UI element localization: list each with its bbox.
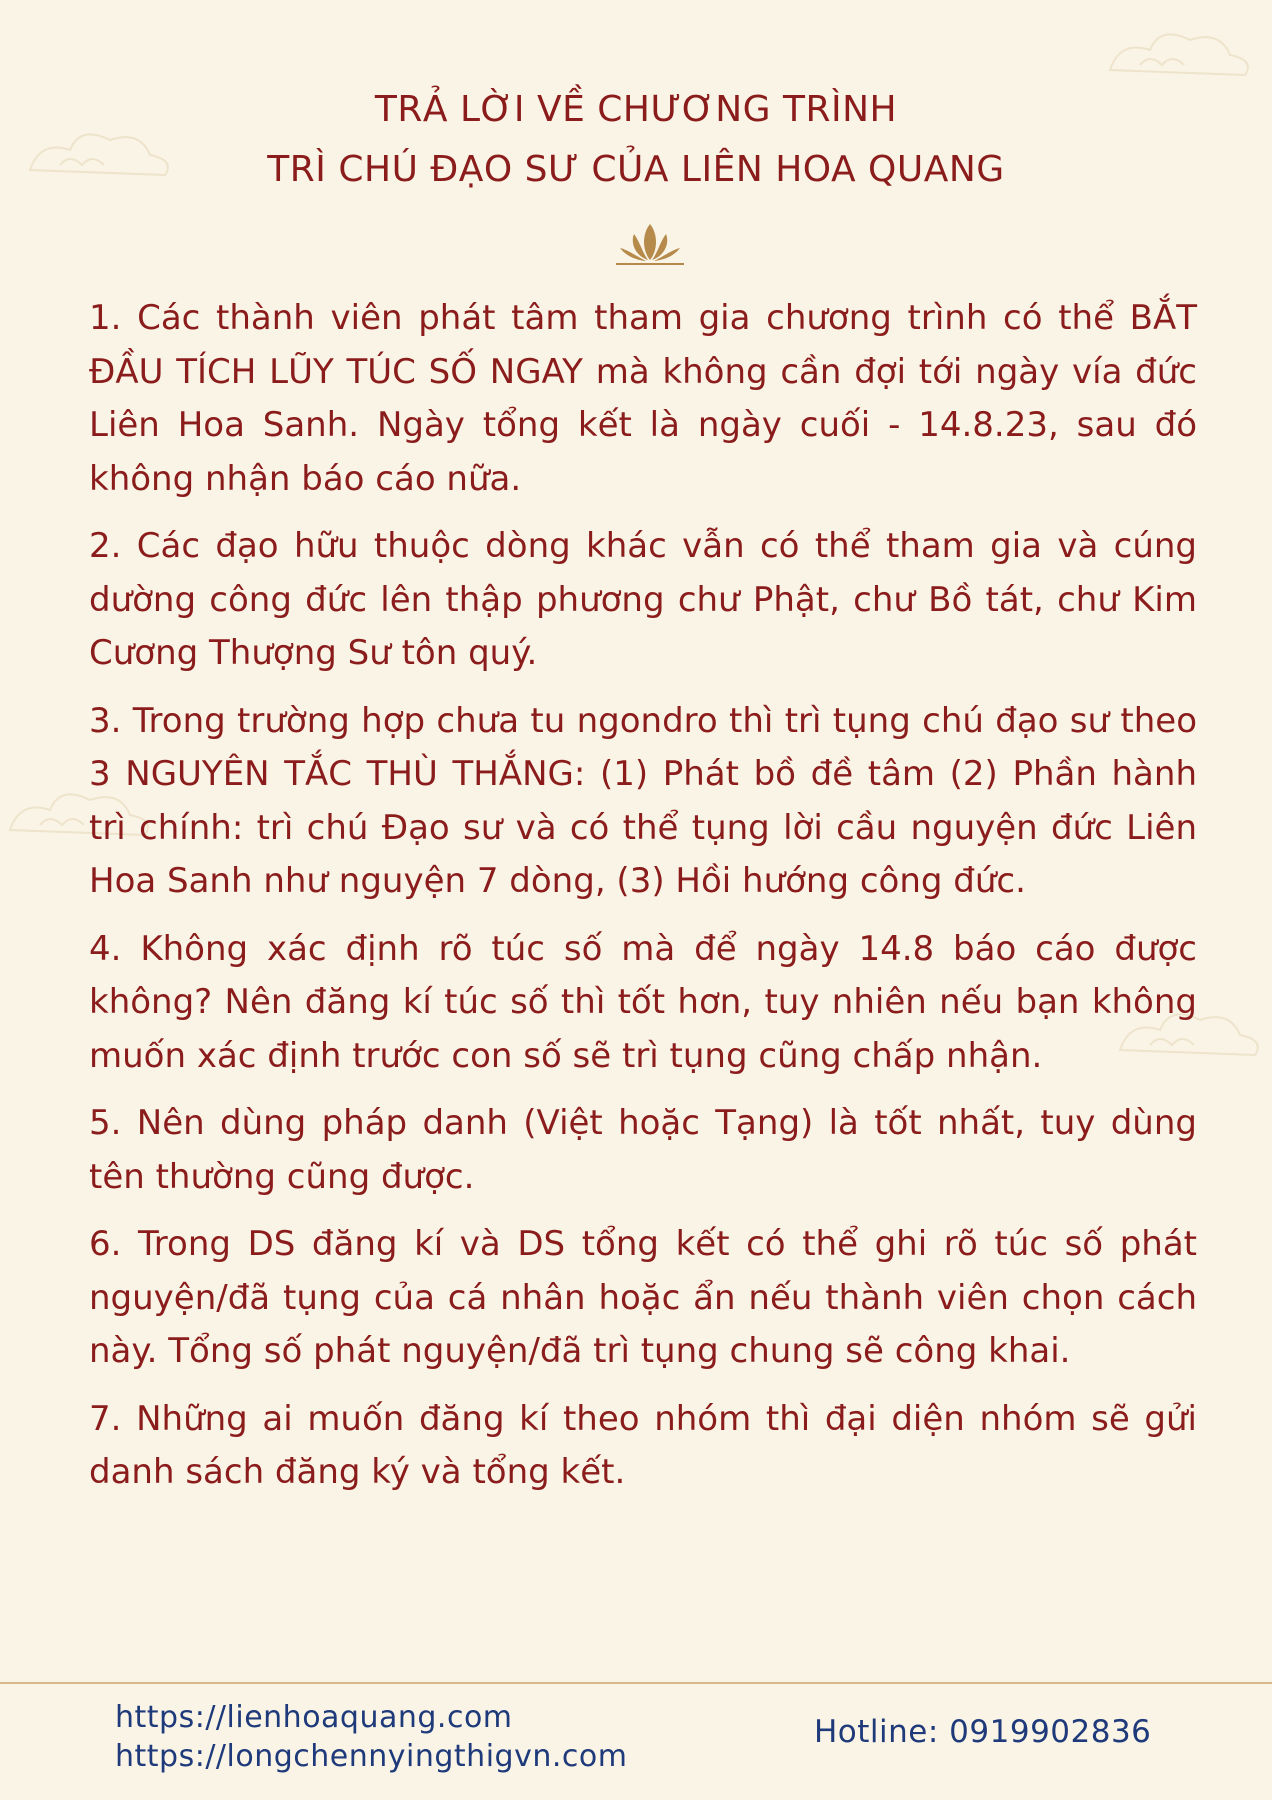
page-title xyxy=(0,80,1272,200)
faq-item-1: 1. Các thành viên phát tâm tham gia chương trình có thể BẮT ĐẦU TÍCH LŨY TÚC SỐ NGAY mà không cần đợi tới ngày vía đức Liên Hoa Sanh. Ngày tổng kết là ngày cuối - 14.8.23, sau đó không nhận báo cáo nữa. xyxy=(89,298,1197,499)
faq-item-3: 3. Trong trường hợp chưa tu ngondro thì trì tụng chú đạo sư theo 3 NGUYÊN TẮC THÙ THẮNG: (1) Phát bồ đề tâm (2) Phần hành trì chính: trì chú Đạo sư và có thể tụng lời cầu nguyện đức Liên Hoa Sanh như nguyện 7 dòng, (3) Hồi hướng công đức. xyxy=(89,700,1197,901)
faq-item-2: 2. Các đạo hữu thuộc dòng khác vẫn có thể tham gia và cúng dường công đức lên thập phương chư Phật, chư Bồ tát, chư Kim Cương Thượng Sư tôn quý. xyxy=(89,526,1197,673)
footer-divider xyxy=(0,1682,1272,1684)
faq-list xyxy=(89,292,1197,1514)
faq-item-7: 7. Những ai muốn đăng kí theo nhóm thì đại diện nhóm sẽ gửi danh sách đăng ký và tổng kết. xyxy=(89,1398,1197,1492)
hotline-text: Hotline: 0919902836 xyxy=(814,1714,1152,1750)
title-line-1: TRẢ LỜI VỀ CHƯƠNG TRÌNH xyxy=(374,89,898,130)
title-line-2: TRÌ CHÚ ĐẠO SƯ CỦA LIÊN HOA QUANG xyxy=(267,149,1005,190)
lotus-icon xyxy=(612,220,688,268)
faq-item-4: 4. Không xác định rõ túc số mà để ngày 14.8 báo cáo được không? Nên đăng kí túc số thì tốt hơn, tuy nhiên nếu bạn không muốn xác định trước con số sẽ trì tụng cũng chấp nhận. xyxy=(89,928,1197,1076)
faq-item-6: 6. Trong DS đăng kí và DS tổng kết có thể ghi rõ túc số phát nguyện/đã tụng của cá nhân hoặc ẩn nếu thành viên chọn cách này. Tổng số phát nguyện/đã trì tụng chung sẽ công khai. xyxy=(89,1224,1197,1371)
website-link-lienhoaquang[interactable]: https://lienhoaquang.com xyxy=(115,1700,513,1735)
faq-item-5: 5. Nên dùng pháp danh (Việt hoặc Tạng) là tốt nhất, tuy dùng tên thường cũng được. xyxy=(89,1103,1197,1197)
footer-links xyxy=(115,1698,627,1776)
website-link-longchennyingthigvn[interactable]: https://longchennyingthigvn.com xyxy=(115,1739,628,1774)
